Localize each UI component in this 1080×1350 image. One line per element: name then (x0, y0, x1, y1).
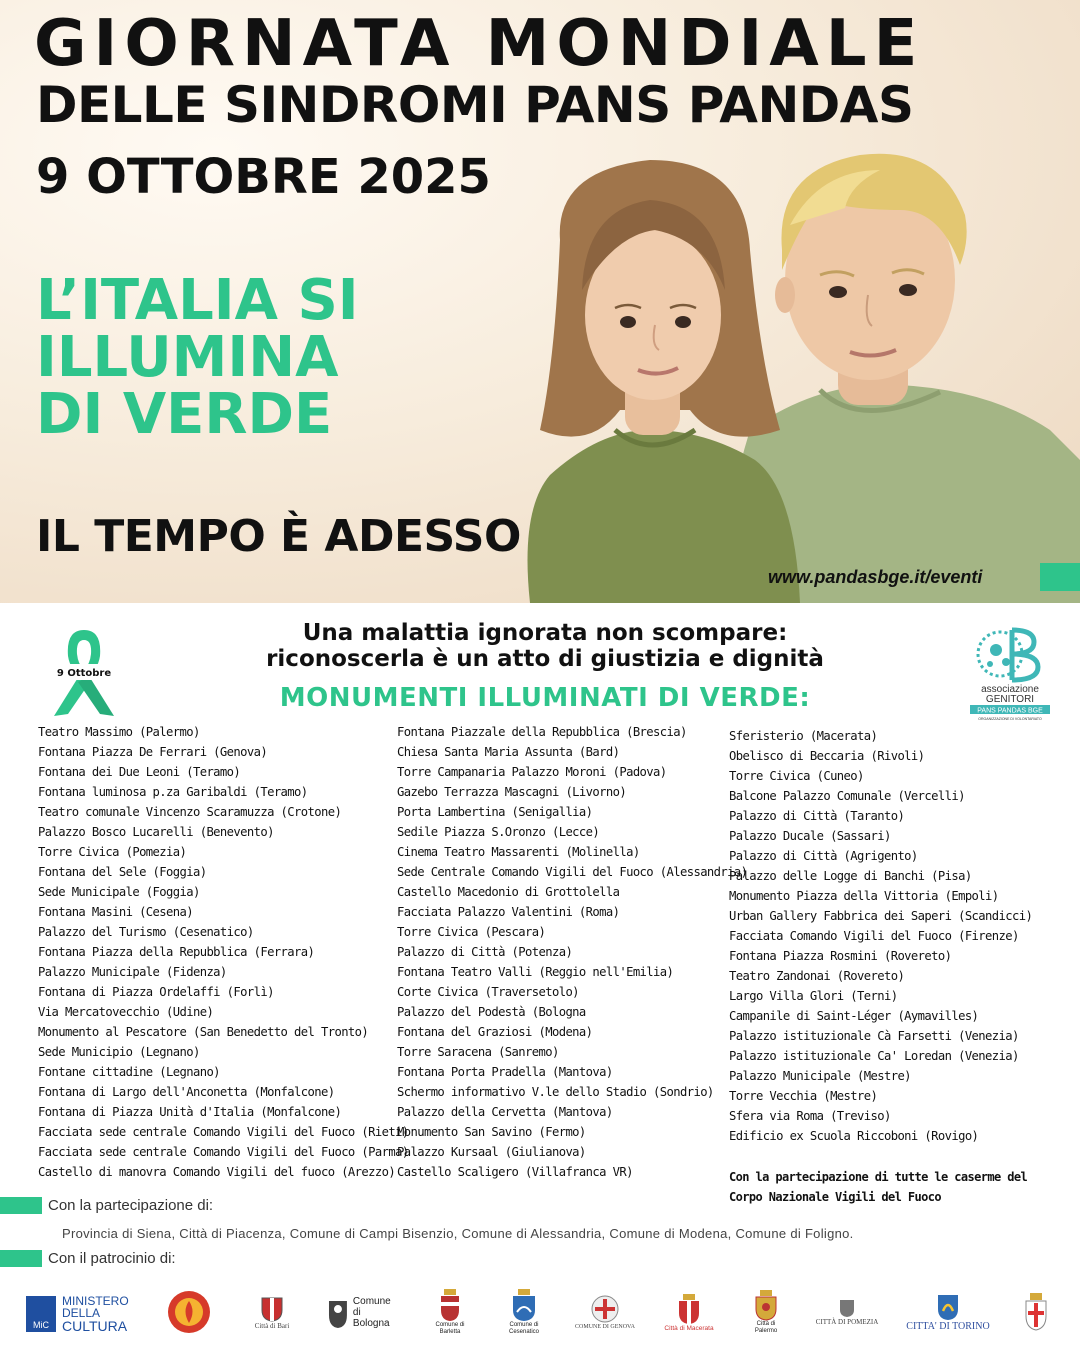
quote-line: riconoscerla è un atto di giustizia e dignità (266, 646, 824, 673)
monument-item: Castello Scaligero (Villafranca VR) (397, 1165, 633, 1179)
patronage-accent-bar (0, 1250, 42, 1267)
monument-item: Monumento San Savino (Fermo) (397, 1125, 586, 1139)
monument-item: Gazebo Terrazza Mascagni (Livorno) (397, 785, 627, 799)
monument-item: Facciata Palazzo Valentini (Roma) (397, 905, 620, 919)
monument-item: Schermo informativo V.le dello Stadio (Sondrio) (397, 1085, 714, 1099)
monument-item: Teatro comunale Vincenzo Scaramuzza (Crotone) (38, 805, 342, 819)
monument-item: Fontana Piazza della Repubblica (Ferrara) (38, 945, 315, 959)
logo-comune-di-cesenatico: Comune di Cesenatico (502, 1280, 546, 1344)
green-headline-line: DI VERDE (36, 382, 333, 448)
logo-comune-di-bologna: Comune di Bologna (326, 1280, 400, 1344)
monument-item: Fontana del Graziosi (Modena) (397, 1025, 593, 1039)
participation-label: Con la partecipazione di: (48, 1197, 214, 1214)
monuments-title: MONUMENTI ILLUMINATI DI VERDE: (279, 683, 811, 713)
monuments-column-1 (38, 722, 409, 1182)
monument-item: Sede Municipale (Foggia) (38, 885, 200, 899)
sponsor-logos (0, 1280, 1080, 1350)
monument-item: Sferisterio (Macerata) (729, 729, 878, 743)
monument-item: Palazzo Ducale (Sassari) (729, 829, 891, 843)
green-headline-line: L’ITALIA SI (36, 268, 359, 333)
monument-item: Palazzo Bosco Lucarelli (Benevento) (38, 825, 274, 839)
monument-item: Urban Gallery Fabbrica dei Saperi (Scandicci) (729, 909, 1033, 923)
monument-item: Porta Lambertina (Senigallia) (397, 805, 593, 819)
monument-item: Balcone Palazzo Comunale (Vercelli) (729, 789, 965, 803)
svg-text:MiC: MiC (33, 1320, 49, 1330)
vvf-note-line: Corpo Nazionale Vigili del Fuoco (729, 1190, 941, 1204)
monument-item: Facciata Comando Vigili del Fuoco (Firenze) (729, 929, 1019, 943)
logo-citta-di-pomezia: CITTÀ DI POMEZIA (814, 1280, 880, 1344)
monument-item: Palazzo delle Logge di Banchi (Pisa) (729, 869, 972, 883)
monument-item: Teatro Massimo (Palermo) (38, 725, 200, 739)
monument-item: Fontana Piazza Rosmini (Rovereto) (729, 949, 952, 963)
hero-section (0, 0, 1080, 603)
participation-accent-bar (0, 1197, 42, 1214)
monument-item: Campanile di Saint-Léger (Aymavilles) (729, 1009, 979, 1023)
monument-item: Obelisco di Beccaria (Rivoli) (729, 749, 925, 763)
monument-item: Palazzo Municipale (Mestre) (729, 1069, 911, 1083)
monument-item: Fontana Piazza De Ferrari (Genova) (38, 745, 268, 759)
monument-item: Castello di manovra Comando Vigili del fuoco (Arezzo) (38, 1165, 396, 1179)
logo-ministero-cultura (26, 1280, 138, 1344)
tagline: IL TEMPO È ADESSO (36, 511, 521, 562)
girl-figure (528, 160, 801, 603)
monument-item: Corte Civica (Traversetolo) (397, 985, 579, 999)
monument-item: Fontana Piazzale della Repubblica (Brescia) (397, 725, 687, 739)
monument-item: Sede Municipio (Legnano) (38, 1045, 200, 1059)
url-accent-bar (1040, 563, 1080, 591)
event-date: 9 OTTOBRE 2025 (36, 149, 491, 205)
monument-item: Cinema Teatro Massarenti (Molinella) (397, 845, 640, 859)
svg-text:MINISTERO: MINISTERO (62, 1294, 129, 1308)
monument-item: Torre Civica (Pescara) (397, 925, 546, 939)
monument-item: Palazzo istituzionale Ca' Loredan (Venezia) (729, 1049, 1019, 1063)
monument-item: Via Mercatovecchio (Udine) (38, 1005, 214, 1019)
monument-item: Edificio ex Scuola Riccoboni (Rovigo) (729, 1129, 979, 1143)
monument-item: Monumento al Pescatore (San Benedetto del Tronto) (38, 1025, 369, 1039)
monument-item: Palazzo di Città (Agrigento) (729, 849, 918, 863)
monument-item: Palazzo Municipale (Fidenza) (38, 965, 227, 979)
patronage-label: Con il patrocinio di: (48, 1250, 176, 1267)
children-photo (520, 130, 1080, 603)
logo-citta-di-bari: Città di Bari (244, 1280, 300, 1344)
monument-item: Monumento Piazza della Vittoria (Empoli) (729, 889, 999, 903)
green-ribbon-icon (46, 626, 122, 718)
ribbon-label: 9 Ottobre (56, 668, 112, 679)
monument-item: Facciata sede centrale Comando Vigili del Fuoco (Parma) (38, 1145, 409, 1159)
monument-item: Palazzo del Podestà (Bologna (397, 1005, 586, 1019)
event-url-link[interactable]: www.pandasbge.it/eventi (768, 567, 983, 587)
monument-item: Castello Macedonio di Grottolella (397, 885, 620, 899)
quote-line: Una malattia ignorata non scompare: (302, 620, 788, 646)
association-logo (968, 622, 1052, 722)
monument-item: Palazzo Kursaal (Giulianova) (397, 1145, 586, 1159)
participants-list: Provincia di Siena, Città di Piacenza, Comune di Campi Bisenzio, Comune di Alessandria, Comune di Modena, Comune di Foligno. (62, 1226, 854, 1241)
monument-item: Teatro Zandonai (Rovereto) (729, 969, 905, 983)
svg-text:DELLA: DELLA (62, 1306, 101, 1320)
svg-text:PANS PANDAS BGE: PANS PANDAS BGE (977, 707, 1043, 715)
monument-item: Fontana luminosa p.za Garibaldi (Teramo) (38, 785, 308, 799)
vvf-note-line: Con la partecipazione di tutte le caserme del (729, 1170, 1028, 1184)
monument-item: Torre Civica (Pomezia) (38, 845, 187, 859)
logo-comune-di-genova: COMUNE DI GENOVA (574, 1280, 636, 1344)
monuments-column-3 (729, 726, 1032, 1146)
logo-citta-di-palermo: Città di Palermo (744, 1280, 788, 1344)
quote (180, 620, 910, 673)
monument-item: Fontana di Piazza Ordelaffi (Forlì) (38, 985, 274, 999)
monument-item: Fontane cittadine (Legnano) (38, 1065, 220, 1079)
title-line-2: DELLE SINDROMI PANS PANDAS (36, 76, 914, 134)
logo-comune-crest (1016, 1280, 1056, 1344)
svg-text:ORGANIZZAZIONE DI VOLONTARIATO: ORGANIZZAZIONE DI VOLONTARIATO (978, 717, 1042, 721)
monument-item: Palazzo della Cervetta (Mantova) (397, 1105, 613, 1119)
monument-item: Facciata sede centrale Comando Vigili del Fuoco (Rieti) (38, 1125, 409, 1139)
monument-item: Fontana Porta Pradella (Mantova) (397, 1065, 613, 1079)
vvf-note (729, 1167, 1027, 1207)
monument-item: Palazzo istituzionale Cà Farsetti (Venezia) (729, 1029, 1019, 1043)
monument-item: Fontana del Sele (Foggia) (38, 865, 207, 879)
monument-item: Torre Civica (Cuneo) (729, 769, 864, 783)
monument-item: Largo Villa Glori (Terni) (729, 989, 898, 1003)
monument-item: Palazzo di Città (Potenza) (397, 945, 573, 959)
monument-item: Chiesa Santa Maria Assunta (Bard) (397, 745, 620, 759)
svg-text:associazione: associazione (981, 684, 1039, 695)
monument-item: Fontana di Piazza Unità d'Italia (Monfalcone) (38, 1105, 342, 1119)
logo-vigili-del-fuoco (164, 1280, 214, 1344)
monument-item: Sede Centrale Comando Vigili del Fuoco (Alessandria) (397, 865, 748, 879)
monument-item: Palazzo di Città (Taranto) (729, 809, 905, 823)
monument-item: Sedile Piazza S.Oronzo (Lecce) (397, 825, 600, 839)
logo-citta-di-macerata: Città di Macerata (660, 1280, 718, 1344)
monument-item: Torre Saracena (Sanremo) (397, 1045, 559, 1059)
monuments-column-2 (397, 722, 747, 1182)
monument-item: Palazzo del Turismo (Cesenatico) (38, 925, 254, 939)
monument-item: Torre Campanaria Palazzo Moroni (Padova) (397, 765, 667, 779)
green-headline (36, 268, 456, 448)
monument-item: Fontana di Largo dell'Anconetta (Monfalcone) (38, 1085, 335, 1099)
svg-text:GENITORI: GENITORI (985, 694, 1035, 705)
green-headline-line: ILLUMINA (36, 325, 339, 391)
monument-item: Sfera via Roma (Treviso) (729, 1109, 891, 1123)
monument-item: Torre Vecchia (Mestre) (729, 1089, 878, 1103)
logo-comune-di-barletta: Comune di Barletta (428, 1280, 472, 1344)
monument-item: Fontana dei Due Leoni (Teramo) (38, 765, 241, 779)
title-line-1: GIORNATA MONDIALE (34, 7, 925, 81)
logo-citta-di-torino: CITTA' DI TORINO (904, 1280, 992, 1344)
monument-item: Fontana Teatro Valli (Reggio nell'Emilia) (397, 965, 674, 979)
monument-item: Fontana Masini (Cesena) (38, 905, 193, 919)
svg-text:CULTURA: CULTURA (62, 1318, 128, 1334)
